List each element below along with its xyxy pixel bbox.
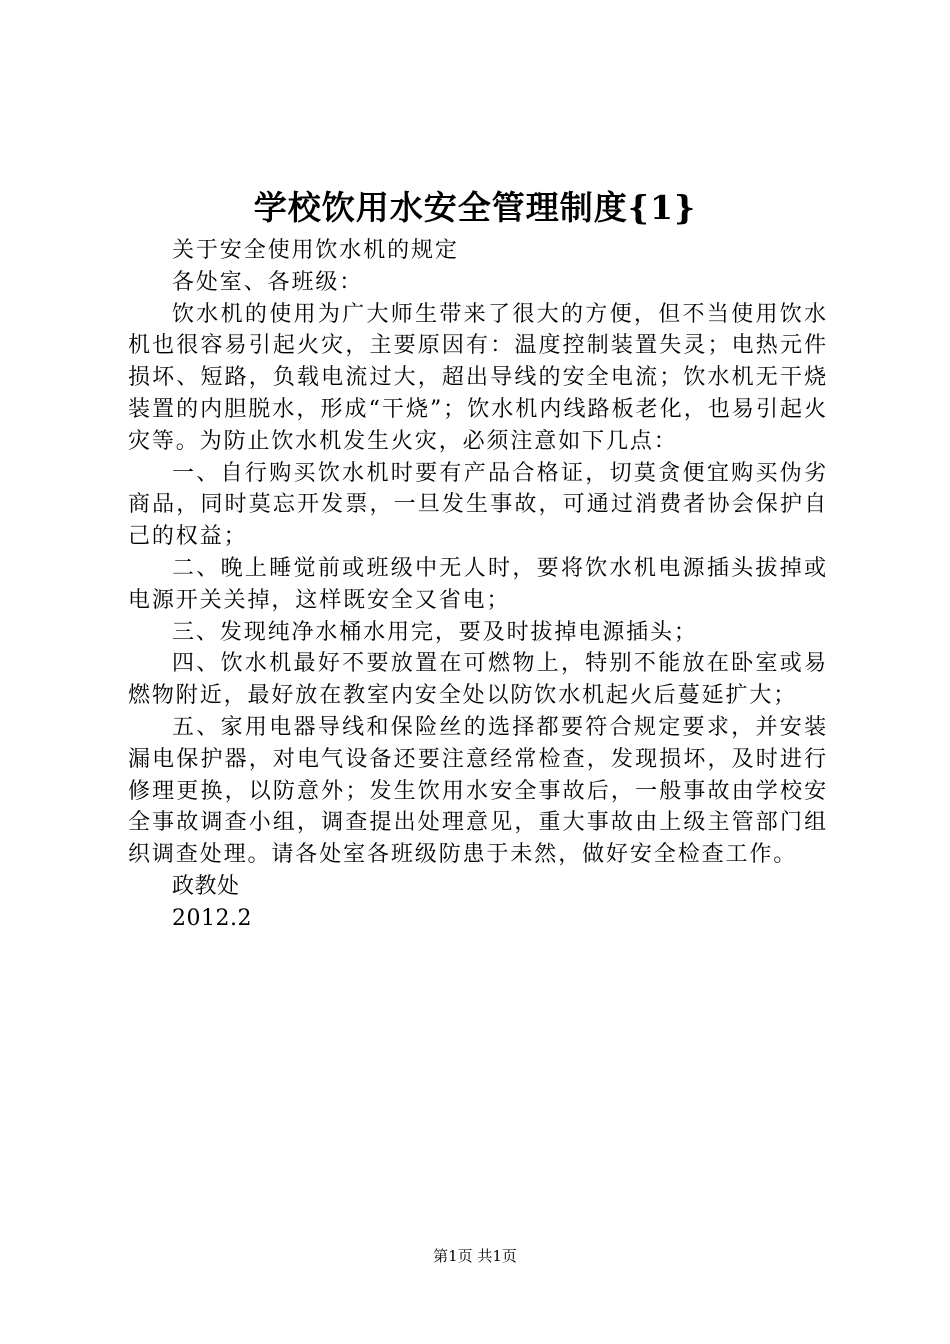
salutation: 各处室、各班级： <box>172 269 364 295</box>
document-date: 2012.2 <box>172 905 252 931</box>
paragraph-item-3: 三、发现纯净水桶水用完，要及时拔掉电源插头； <box>172 619 698 645</box>
paragraph-intro: 饮水机的使用为广大师生带来了很大的方便，但不当使用饮水机也很容易引起火灾，主要原因有：温度控制装置失灵；电热元件损坏、短路，负载电流过大，超出导线的安全电流；饮水机无干烧装置的内胆脱水，形成“干烧”；饮水机内线路板老化，也易引起火灾等。为防止饮水机发生火灾，必须注意如下几点： <box>128 301 828 454</box>
signature: 政教处 <box>172 873 240 899</box>
document-subtitle: 关于安全使用饮水机的规定 <box>172 238 459 263</box>
paragraph-item-1: 一、自行购买饮水机时要有产品合格证，切莫贪便宜购买伪劣商品，同时莫忘开发票，一旦发生事故，可通过消费者协会保护自己的权益； <box>128 460 828 550</box>
paragraph-item-5: 五、家用电器导线和保险丝的选择都要符合规定要求，并安装漏电保护器，对电气设备还要注意经常检查，发现损坏，及时进行修理更换，以防意外；发生饮用水安全事故后，一般事故由学校安全事故调查小组，调查提出处理意见，重大事故由上级主管部门组织调查处理。请各处室各班级防患于未然，做好安全检查工作。 <box>128 714 828 868</box>
document-body <box>128 235 828 935</box>
paragraph-item-4: 四、饮水机最好不要放置在可燃物上，特别不能放在卧室或易燃物附近，最好放在教室内安全处以防饮水机起火后蔓延扩大； <box>128 651 828 709</box>
paragraph-item-2: 二、晚上睡觉前或班级中无人时，要将饮水机电源插头拔掉或电源开关关掉，这样既安全又省电； <box>128 555 828 613</box>
document-title: 学校饮用水安全管理制度{1} <box>253 188 697 227</box>
page-footer: 第1页 共1页 <box>433 1247 517 1265</box>
